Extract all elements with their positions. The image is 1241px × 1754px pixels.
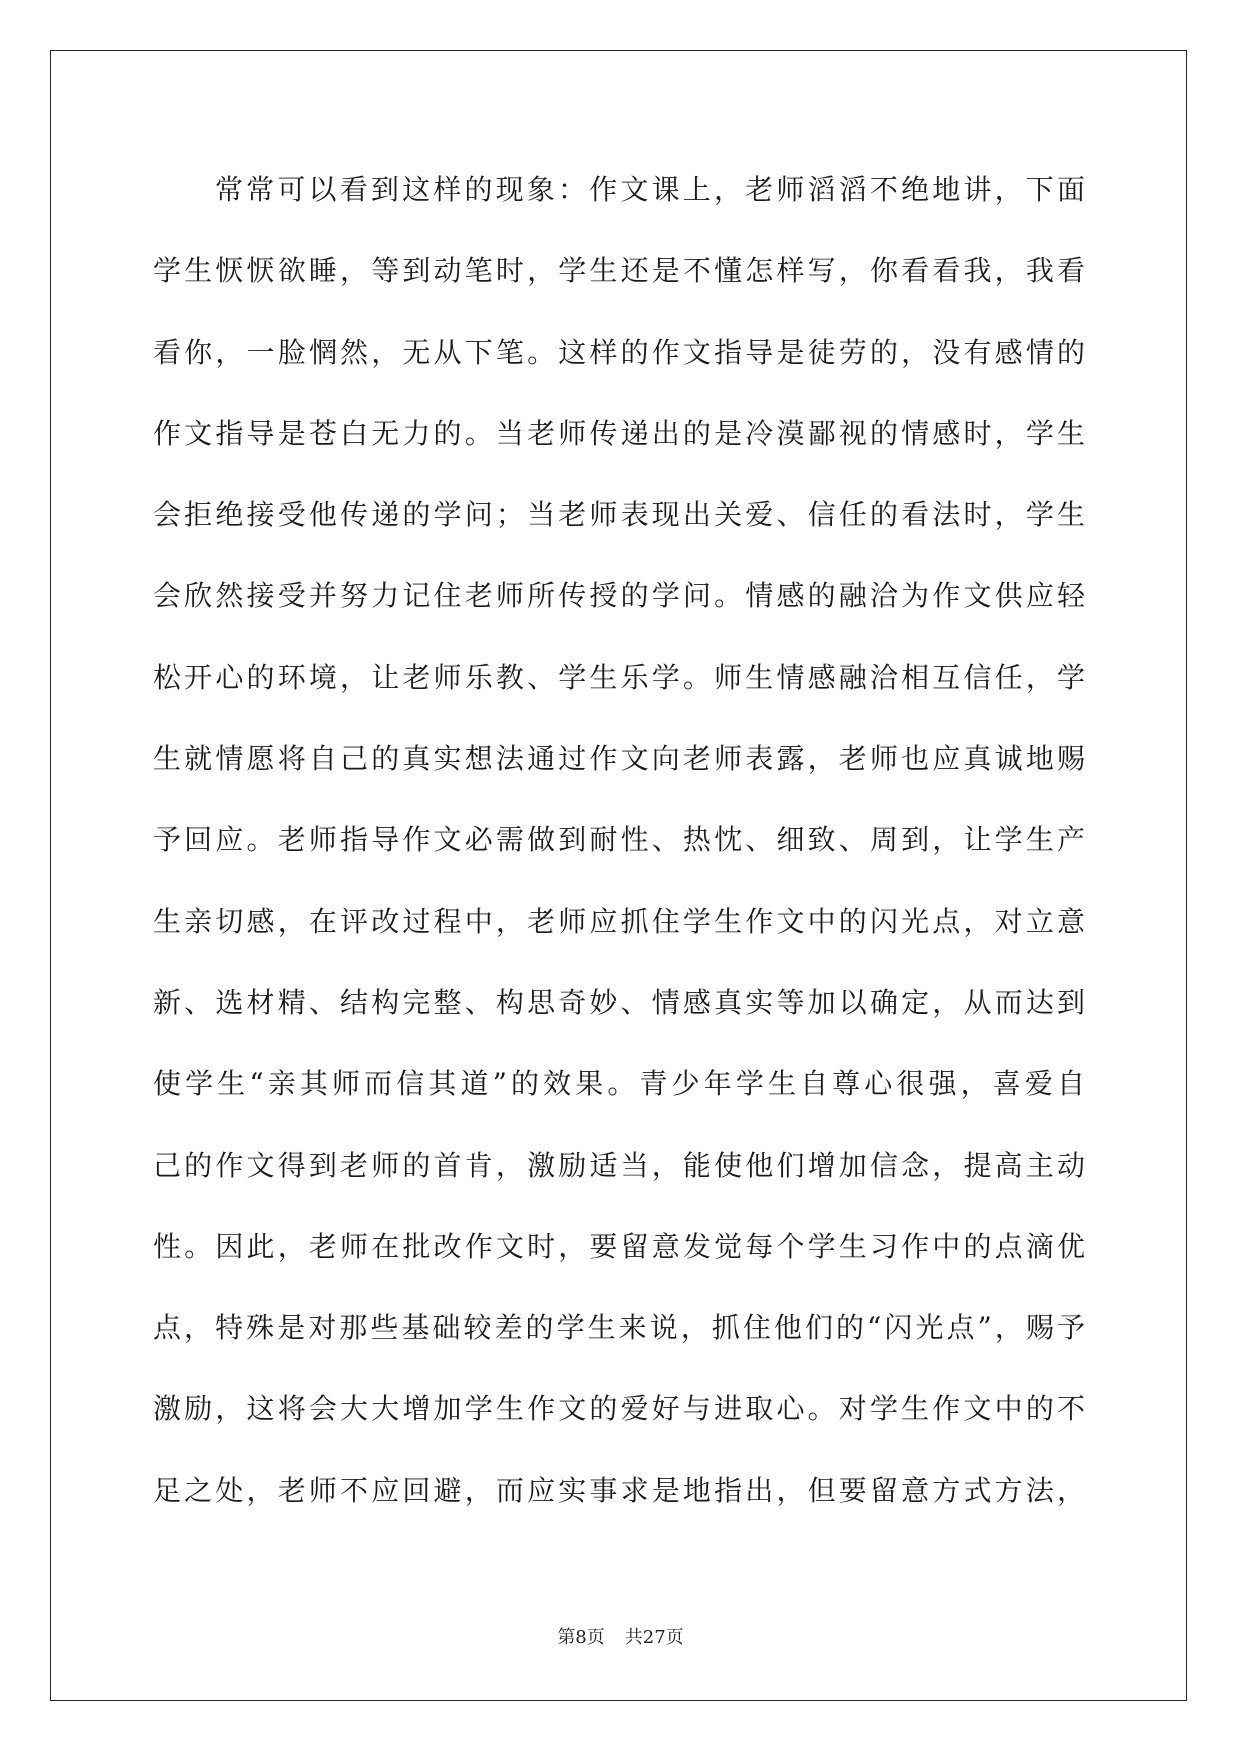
paragraph-line: 常常可以看到这样的现象：作文课上，老师滔滔不绝地讲，下面 — [215, 173, 1085, 206]
paragraph-line: 新、选材精、结构完整、构思奇妙、情感真实等加以确定，从而达到 — [153, 985, 1085, 1019]
paragraph-line: 生亲切感，在评改过程中，老师应抓住学生作文中的闪光点，对立意 — [153, 904, 1085, 938]
paragraph-line: 松开心的环境，让老师乐教、学生乐学。师生情感融洽相互信任，学 — [153, 660, 1085, 694]
paragraph-line: 点，特殊是对那些基础较差的学生来说，抓住他们的“闪光点”，赐予 — [153, 1311, 1085, 1345]
body-paragraph — [153, 149, 1085, 1531]
page-number-current: 第8页 — [557, 1627, 605, 1648]
paragraph-line: 足之处，老师不应回避，而应实事求是地指出，但要留意方式方法， — [153, 1473, 1085, 1507]
paragraph-line: 看你，一脸惘然，无从下笔。这样的作文指导是徒劳的，没有感情的 — [153, 335, 1085, 369]
paragraph-line: 性。因此，老师在批改作文时，要留意发觉每个学生习作中的点滴优 — [153, 1229, 1085, 1263]
paragraph-line: 作文指导是苍白无力的。当老师传递出的是冷漠鄙视的情感时，学生 — [153, 416, 1085, 450]
paragraph-line: 使学生“亲其师而信其道”的效果。青少年学生自尊心很强，喜爱自 — [153, 1067, 1085, 1101]
paragraph-line: 学生恹恹欲睡，等到动笔时，学生还是不懂怎样写，你看看我，我看 — [153, 254, 1085, 288]
paragraph-line: 激励，这将会大大增加学生作文的爱好与进取心。对学生作文中的不 — [153, 1392, 1085, 1426]
paragraph-line: 会欣然接受并努力记住老师所传授的学问。情感的融洽为作文供应轻 — [153, 579, 1085, 613]
page-number-total: 共27页 — [624, 1627, 684, 1648]
paragraph-line: 会拒绝接受他传递的学问；当老师表现出关爱、信任的看法时，学生 — [153, 498, 1085, 532]
paragraph-line: 予回应。老师指导作文必需做到耐性、热忱、细致、周到，让学生产 — [153, 823, 1085, 857]
page-footer — [0, 1624, 1241, 1652]
paragraph-line: 己的作文得到老师的首肯，激励适当，能使他们增加信念，提高主动 — [153, 1148, 1085, 1182]
paragraph-line: 生就情愿将自己的真实想法通过作文向老师表露，老师也应真诚地赐 — [153, 742, 1085, 776]
